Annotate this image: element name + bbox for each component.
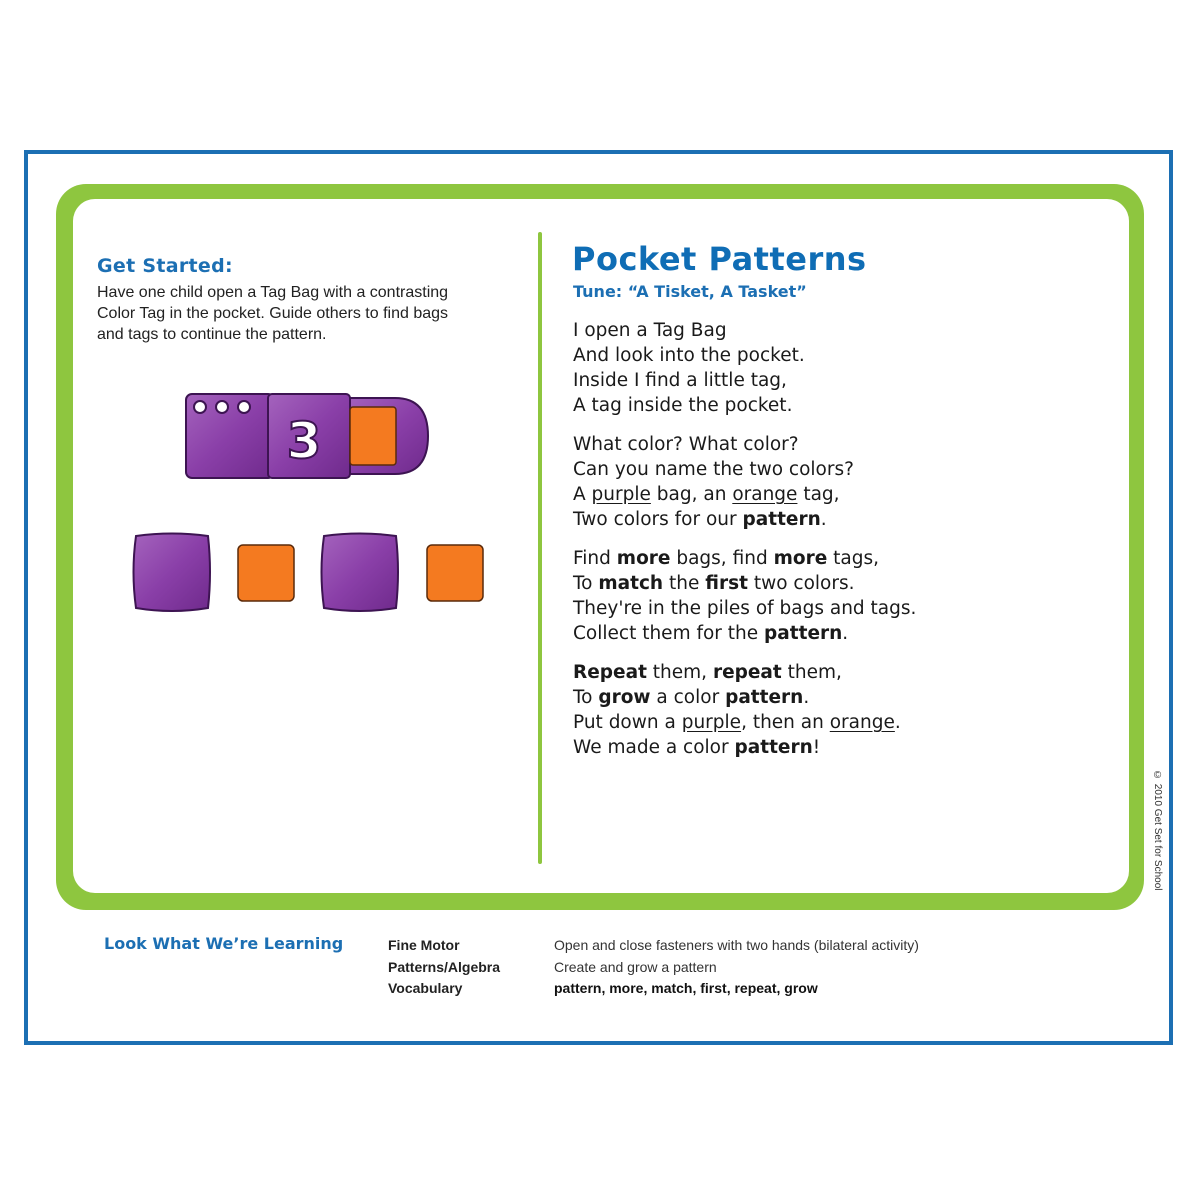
learning-category: Patterns/Algebra [388,958,501,975]
lyric-line: Can you name the two colors? [573,459,854,480]
lyric-line: Inside I find a little tag, [573,370,787,391]
bag-number: 3 [286,412,322,470]
orange-tag [238,545,294,601]
lyric-line: Two colors for our pattern. [573,509,827,530]
orange-tag [427,545,483,601]
lyric-line: Repeat them, repeat them, [573,662,842,683]
pattern-row-illustration [128,528,493,618]
lyric-line: What color? What color? [573,434,799,455]
stanza [573,546,916,646]
learning-table [388,935,919,1000]
learning-row [388,935,919,957]
get-started-line: Color Tag in the pocket. Guide others to find bags [97,305,449,322]
get-started-heading: Get Started: [97,255,233,277]
learning-description: Create and grow a pattern [554,958,717,975]
orange-tag-in-pocket [350,407,396,465]
lyric-line: And look into the pocket. [573,345,805,366]
lyric-line: To grow a color pattern. [573,687,810,708]
snap-icon [194,401,206,413]
learning-description: pattern, more, match, first, repeat, grow [554,980,818,996]
lyric-line: They're in the piles of bags and tags. [573,598,917,619]
purple-bag [134,534,211,612]
snap-icon [216,401,228,413]
snap-icon [238,401,250,413]
tag-bag-illustration [180,388,435,488]
lyric-line: To match the first two colors. [573,573,855,594]
stanza [573,318,916,418]
lyric-line: I open a Tag Bag [573,320,727,341]
learning-category: Vocabulary [388,980,463,996]
stanza [573,432,916,532]
get-started-text [97,282,492,345]
stanza [573,660,916,760]
lyric-line: Collect them for the pattern. [573,623,849,644]
lyric-line: A purple bag, an orange tag, [573,484,840,505]
learning-row [388,978,919,1000]
learning-heading: Look What We’re Learning [104,934,344,953]
column-divider [538,232,542,864]
lyric-line: A tag inside the pocket. [573,395,793,416]
learning-category: Fine Motor [388,937,460,953]
song-title: Pocket Patterns [572,240,867,278]
song-lyrics [573,318,916,774]
song-tune: Tune: “A Tisket, A Tasket” [573,282,807,301]
get-started-line: Have one child open a Tag Bag with a contrasting [97,284,449,301]
lyric-line: We made a color pattern! [573,737,821,758]
copyright-notice: © 2010 Get Set for School [1152,770,1163,891]
learning-row [388,957,919,979]
lyric-line: Find more bags, find more tags, [573,548,879,569]
purple-bag [322,534,399,612]
learning-description: Open and close fasteners with two hands (bilateral activity) [554,937,919,953]
get-started-line: and tags to continue the pattern. [97,326,327,343]
lyric-line: Put down a purple, then an orange. [573,712,901,733]
